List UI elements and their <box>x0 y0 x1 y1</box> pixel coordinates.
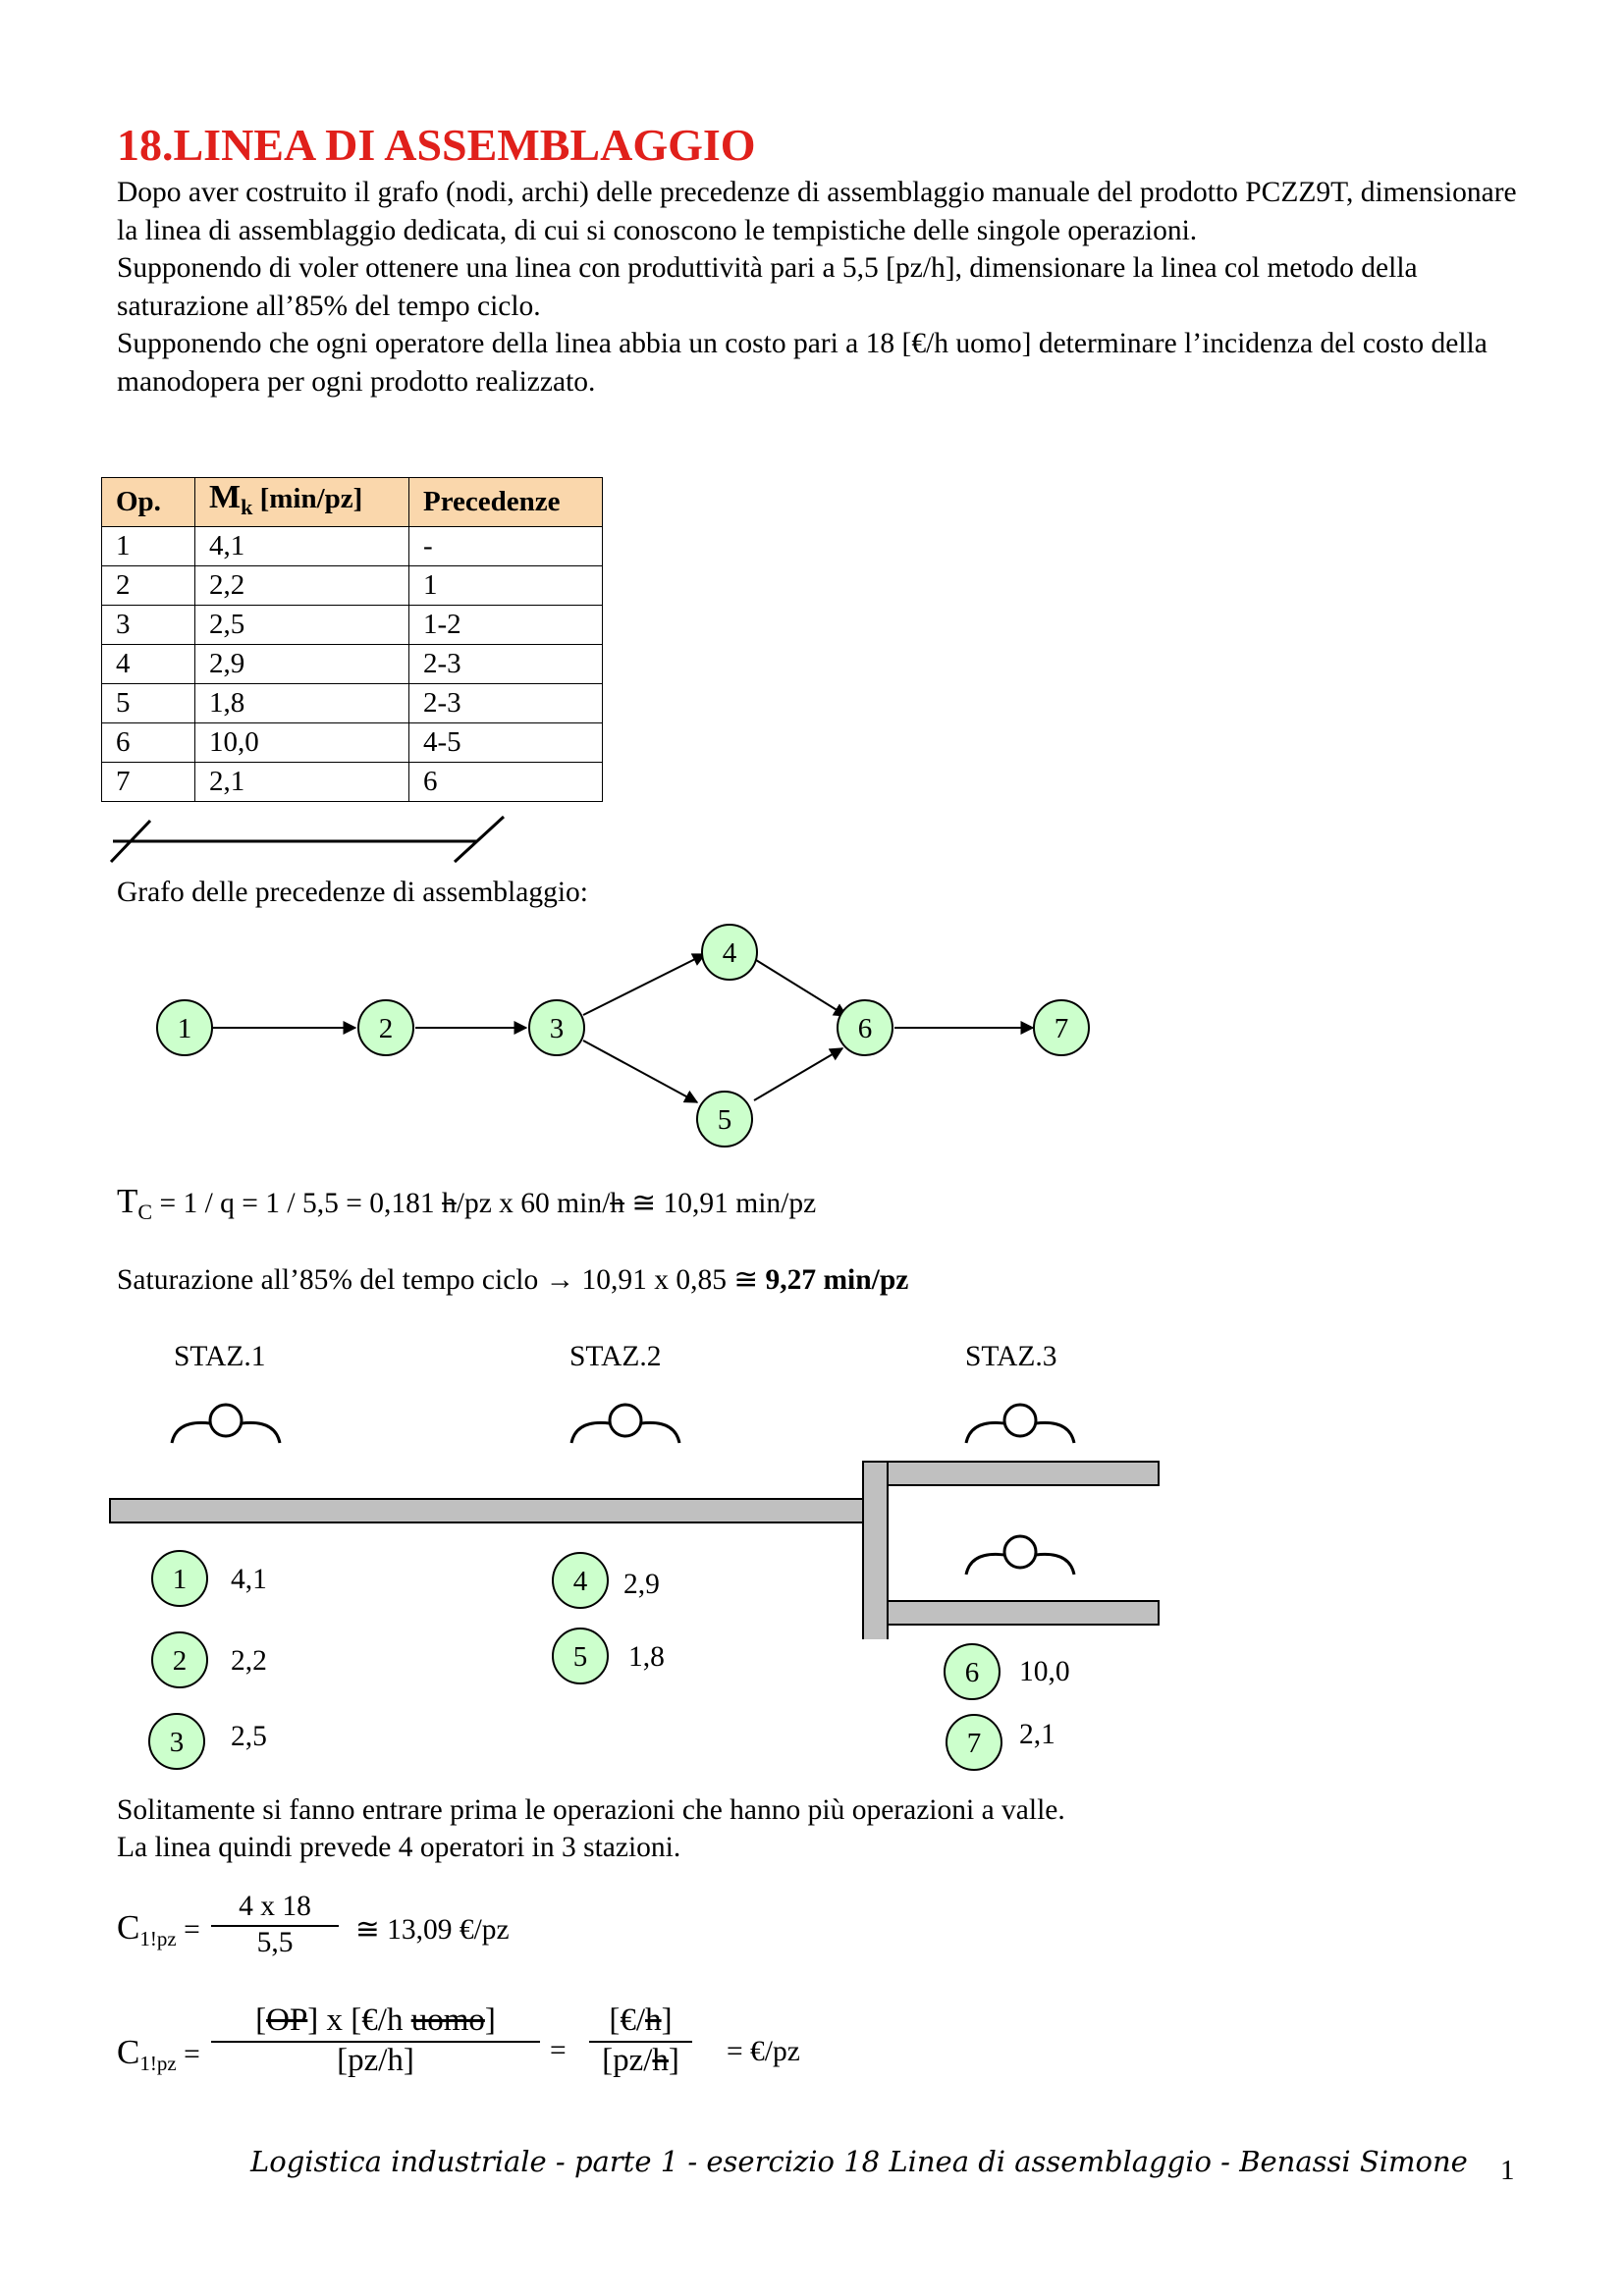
svg-text:5: 5 <box>572 1641 588 1673</box>
station-op-2 <box>152 1632 267 1687</box>
cycle-time-formula: $T_C = 1 / q = 1 / 5,5 = 0,181$ h/pz x 60 min/h ≅ 10,91 min/pz <box>117 1182 817 1224</box>
cell-op: 2 <box>102 565 195 605</box>
operator-icon-2 <box>571 1405 679 1443</box>
cell-prec: 1-2 <box>409 605 603 644</box>
station-op-3 <box>149 1714 267 1769</box>
cell-op: 6 <box>102 722 195 762</box>
units-denominator: [pz/h] <box>589 2041 692 2079</box>
station-op-7 <box>947 1715 1055 1770</box>
conclusion-line-1: Solitamente si fanno entrare prima le operazioni che hanno più operazioni a valle. <box>117 1794 1065 1826</box>
svg-text:3: 3 <box>169 1727 185 1758</box>
svg-text:6: 6 <box>857 1013 873 1044</box>
intro-paragraph-2: Supponendo di voler ottenere una linea con produttività pari a 5,5 [pz/h], dimensionare la linea col metodo della saturazione all’85% del tempo ciclo. <box>117 252 1418 322</box>
table-row <box>102 762 603 801</box>
table-row <box>102 526 603 565</box>
svg-text:7: 7 <box>1054 1013 1069 1044</box>
cell-mk: 1,8 <box>195 683 409 722</box>
station-op-4 <box>553 1553 660 1608</box>
operations-table <box>101 477 603 802</box>
svg-text:4: 4 <box>722 937 737 969</box>
graph-node-1 <box>157 1000 212 1055</box>
table-row <box>102 722 603 762</box>
cell-prec: 2-3 <box>409 683 603 722</box>
table-row <box>102 605 603 644</box>
table-row <box>102 644 603 683</box>
graph-node-4 <box>702 925 757 980</box>
cost-formula-2-numerator: [OP] x [€/h uomo] <box>255 2002 496 2038</box>
station-op-6 <box>945 1644 1070 1699</box>
edge-5-6 <box>754 1048 842 1100</box>
station-op-1 <box>152 1551 267 1606</box>
station-label-1: STAZ.1 <box>174 1341 266 1372</box>
svg-text:2: 2 <box>378 1013 394 1044</box>
graph-node-2 <box>358 1000 413 1055</box>
graph-edges <box>213 954 1033 1102</box>
cell-mk: 2,5 <box>195 605 409 644</box>
cell-op: 7 <box>102 762 195 801</box>
cost-formula-1-label: $C_{1!pz}$ = <box>117 1908 200 1950</box>
header-mk: $M_k$ [min/pz] <box>195 478 409 527</box>
edge-3-4 <box>583 954 705 1015</box>
graph-node-7 <box>1034 1000 1089 1055</box>
table-header-row <box>102 478 603 527</box>
cost-formula-1-result: ≅ 13,09 €/pz <box>355 1914 510 1946</box>
cell-prec: 1 <box>409 565 603 605</box>
cell-op: 4 <box>102 644 195 683</box>
cost-formula-2-units-fraction <box>589 2002 692 2079</box>
svg-text:1: 1 <box>172 1564 188 1595</box>
intro-paragraph-3: Supponendo che ogni operatore della linea abbia un costo pari a 18 [€/h uomo] determinare l’incidenza del costo della manodopera per ogni prodotto realizzato. <box>117 328 1488 398</box>
intro-paragraph-1: Dopo aver costruito il grafo (nodi, archi) delle precedenze di assemblaggio manuale del prodotto PCZZ9T, dimensionare la linea di assemblaggio dedicata, di cui si conoscono le tempistiche delle singole operazioni. <box>117 177 1517 246</box>
svg-text:1: 1 <box>177 1013 192 1044</box>
conveyor-main <box>110 1499 863 1522</box>
svg-text:2,5: 2,5 <box>231 1721 267 1752</box>
separator-line <box>103 811 515 870</box>
cost-formula-1-numerator: 4 x 18 <box>239 1891 311 1922</box>
svg-text:2,1: 2,1 <box>1019 1719 1055 1750</box>
header-precedenze: Precedenze <box>409 478 603 527</box>
cell-mk: 2,2 <box>195 565 409 605</box>
header-op: Op. <box>102 478 195 527</box>
edge-4-6 <box>756 960 846 1016</box>
edge-3-5 <box>583 1041 697 1102</box>
cell-op: 5 <box>102 683 195 722</box>
svg-text:6: 6 <box>964 1657 980 1688</box>
units-numerator: [€/h] <box>609 2002 673 2038</box>
cost-formula-2-label: $C_{1!pz}$ = <box>117 2033 200 2075</box>
cell-mk: 10,0 <box>195 722 409 762</box>
cell-prec: - <box>409 526 603 565</box>
table-row <box>102 565 603 605</box>
svg-text:2: 2 <box>172 1645 188 1677</box>
graph-node-6 <box>838 1000 893 1055</box>
svg-text:2,2: 2,2 <box>231 1645 267 1677</box>
svg-text:5: 5 <box>717 1104 732 1136</box>
cell-prec: 2-3 <box>409 644 603 683</box>
cell-op: 3 <box>102 605 195 644</box>
page-number: 1 <box>1500 2155 1515 2186</box>
operator-icon-3 <box>966 1405 1074 1443</box>
svg-text:3: 3 <box>549 1013 565 1044</box>
station-label-2: STAZ.2 <box>569 1341 662 1372</box>
graph-node-3 <box>529 1000 584 1055</box>
graph-caption: Grafo delle precedenze di assemblaggio: <box>117 877 588 908</box>
cell-prec: 4-5 <box>409 722 603 762</box>
cost-formula-1-denominator: 5,5 <box>211 1925 339 1959</box>
svg-text:1,8: 1,8 <box>628 1641 665 1673</box>
svg-text:4,1: 4,1 <box>231 1564 267 1595</box>
svg-text:7: 7 <box>966 1728 982 1759</box>
cost-formula-2-result: = €/pz <box>727 2036 800 2067</box>
precedence-graph <box>137 913 1109 1158</box>
cost-formula-1-fraction <box>211 1891 339 1959</box>
cell-prec: 6 <box>409 762 603 801</box>
station-assignments <box>137 1541 1119 1787</box>
cost-formula-2-denominator: [pz/h] <box>211 2041 540 2079</box>
intro-text <box>117 174 1531 400</box>
station-label-3: STAZ.3 <box>965 1341 1057 1372</box>
cost-formula-2-fraction <box>211 2002 540 2079</box>
svg-text:4: 4 <box>572 1566 588 1597</box>
svg-text:2,9: 2,9 <box>623 1569 660 1600</box>
cell-op: 1 <box>102 526 195 565</box>
cost-formula-2-eq2: = <box>550 2035 567 2066</box>
svg-text:10,0: 10,0 <box>1019 1656 1070 1687</box>
page-title: 18.LINEA DI ASSEMBLAGGIO <box>117 120 756 170</box>
cell-mk: 4,1 <box>195 526 409 565</box>
graph-node-5 <box>697 1092 752 1147</box>
station-op-5 <box>553 1629 665 1683</box>
conclusion-line-2: La linea quindi prevede 4 operatori in 3 stazioni. <box>117 1832 681 1863</box>
saturation-line: Saturazione all’85% del tempo ciclo → 10,91 x 0,85 ≅ 9,27 min/pz <box>117 1264 909 1296</box>
cell-mk: 2,1 <box>195 762 409 801</box>
conveyor-branch-top <box>888 1462 1159 1485</box>
cell-mk: 2,9 <box>195 644 409 683</box>
operator-icon-1 <box>172 1405 280 1443</box>
page-footer: Logistica industriale - parte 1 - esercizio 18 Linea di assemblaggio - Benassi Simone <box>250 2145 1468 2178</box>
table-row <box>102 683 603 722</box>
